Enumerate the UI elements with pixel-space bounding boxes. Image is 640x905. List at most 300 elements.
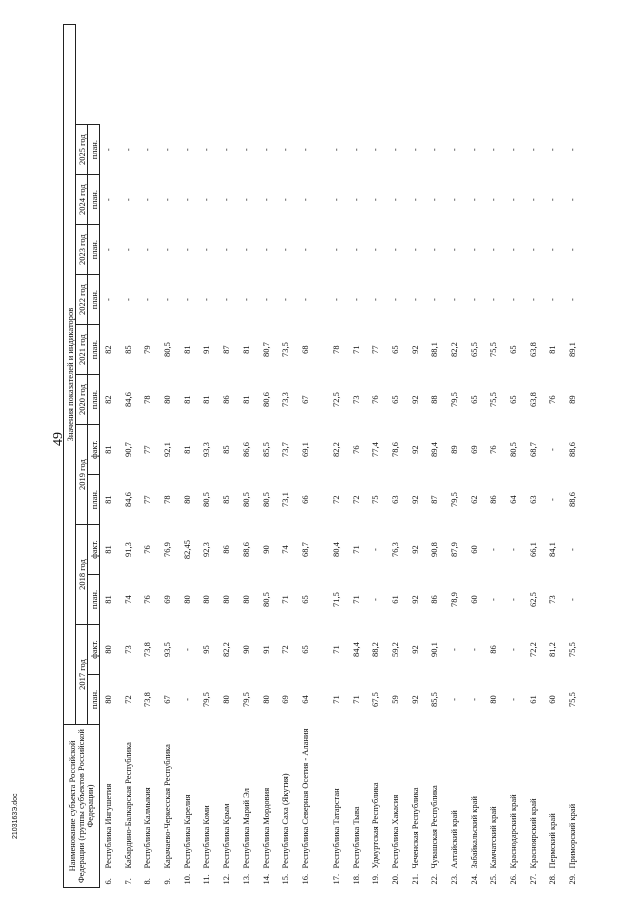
value-cell: 63,8 xyxy=(527,342,538,358)
value-cell: 64 xyxy=(299,695,310,704)
table-row xyxy=(120,25,140,888)
table-row xyxy=(238,25,258,888)
value-cell: - xyxy=(488,598,499,601)
row-number: 9. xyxy=(162,878,173,885)
table-row xyxy=(297,25,328,888)
value-cell: 84,4 xyxy=(350,642,361,657)
value-cell: 79,5 xyxy=(240,692,251,707)
header-fact: факт. xyxy=(88,625,100,675)
table-row xyxy=(466,25,486,888)
value-cell: - xyxy=(547,248,558,252)
value-cell: 69 xyxy=(280,695,291,704)
subject-name: Пермский край xyxy=(547,813,558,869)
value-cell: 71 xyxy=(350,545,361,554)
value-cell: - xyxy=(299,298,310,302)
subject-name: Алтайский край xyxy=(449,810,459,869)
subject-name: Чувашская Республика xyxy=(429,785,440,869)
value-cell: 77,4 xyxy=(370,442,381,458)
value-cell: - xyxy=(103,198,113,202)
value-cell: - xyxy=(429,148,440,152)
value-cell: 68 xyxy=(299,345,310,354)
value-cell: - xyxy=(488,298,499,302)
value-cell: 60 xyxy=(468,595,479,604)
table-row xyxy=(277,25,297,888)
value-cell: 81 xyxy=(103,545,113,554)
value-cell: 80,5 xyxy=(260,592,271,607)
value-cell: 61 xyxy=(389,595,400,604)
value-cell: 75,5 xyxy=(567,692,578,707)
value-cell: - xyxy=(488,548,499,551)
value-cell: - xyxy=(280,248,291,252)
value-cell: 82 xyxy=(103,345,113,354)
value-cell: 65 xyxy=(508,395,519,404)
value-cell: 81 xyxy=(201,395,212,404)
value-cell: - xyxy=(103,298,113,302)
value-cell: - xyxy=(389,248,400,252)
row-number: 29. xyxy=(567,873,578,885)
value-cell: - xyxy=(201,298,212,302)
value-cell: 73 xyxy=(547,595,558,604)
header-plan: план. xyxy=(88,675,100,725)
subject-name: Карачаево-Черкесская Республика xyxy=(162,744,173,869)
value-cell: - xyxy=(221,148,232,152)
value-cell: 71 xyxy=(350,345,361,354)
value-cell: 88,6 xyxy=(240,542,251,557)
value-cell: 78,6 xyxy=(389,442,400,458)
value-cell: 63 xyxy=(527,495,538,504)
table-row xyxy=(505,25,525,888)
header-year-2024: 2024 год xyxy=(76,175,88,225)
value-cell: 78 xyxy=(162,495,173,504)
header-year-2019: 2019 год xyxy=(76,425,88,525)
value-cell: 76 xyxy=(142,545,153,554)
value-cell: 76 xyxy=(488,445,499,454)
value-cell: - xyxy=(221,298,232,302)
value-cell: - xyxy=(468,148,479,152)
table-row xyxy=(544,25,564,888)
value-cell: 93,3 xyxy=(201,442,212,458)
value-cell: - xyxy=(162,248,173,252)
subject-name: Забайкальский край xyxy=(468,796,479,869)
subject-name: Кабардино-Балкарская Республика xyxy=(122,742,133,869)
header-year-2023: 2023 год xyxy=(76,225,88,275)
value-cell: 65 xyxy=(389,345,400,354)
value-cell: 95 xyxy=(201,645,212,654)
header-plan: план. xyxy=(88,325,100,375)
row-number: 13. xyxy=(240,873,251,885)
row-number: 22. xyxy=(429,873,440,885)
value-cell: 89,4 xyxy=(429,442,440,458)
value-cell: 71 xyxy=(330,695,341,704)
value-cell: - xyxy=(350,248,361,252)
subject-name: Республика Мордовия xyxy=(260,787,271,869)
value-cell: - xyxy=(350,198,361,202)
value-cell: - xyxy=(429,198,440,202)
value-cell: - xyxy=(409,298,420,302)
value-cell: 65 xyxy=(508,345,519,354)
value-cell: - xyxy=(429,298,440,302)
value-cell: 90,1 xyxy=(429,642,440,657)
value-cell: 73,3 xyxy=(280,392,291,408)
value-cell: - xyxy=(122,198,133,202)
value-cell: 92 xyxy=(409,595,420,604)
value-cell: 76,9 xyxy=(162,542,173,557)
row-number: 26. xyxy=(508,873,519,885)
value-cell: - xyxy=(508,248,519,252)
value-cell: 85 xyxy=(122,345,133,354)
value-cell: 71 xyxy=(350,595,361,604)
value-cell: - xyxy=(330,248,341,252)
row-number: 23. xyxy=(449,873,459,885)
value-cell: 77 xyxy=(142,495,153,504)
value-cell: 67 xyxy=(162,695,173,704)
value-cell: - xyxy=(201,148,212,152)
value-cell: 92,1 xyxy=(162,442,173,458)
header-plan: план. xyxy=(88,225,100,275)
value-cell: - xyxy=(508,148,519,152)
row-number: 18. xyxy=(350,873,361,885)
table-row xyxy=(328,25,348,888)
value-cell: 80,7 xyxy=(260,342,271,358)
value-cell: - xyxy=(181,298,192,302)
value-cell: - xyxy=(181,148,192,152)
value-cell: 61 xyxy=(527,695,538,704)
value-cell: - xyxy=(370,298,381,302)
value-cell: - xyxy=(221,248,232,252)
value-cell: 85 xyxy=(221,495,232,504)
value-cell: 63,8 xyxy=(527,392,538,408)
value-cell: 71 xyxy=(350,695,361,704)
value-cell: - xyxy=(122,148,133,152)
value-cell: 92,3 xyxy=(201,542,212,557)
table-row xyxy=(348,25,368,888)
table-body xyxy=(100,25,584,888)
value-cell: 82,2 xyxy=(330,442,341,458)
value-cell: 81,2 xyxy=(547,642,558,657)
header-fact: факт. xyxy=(88,525,100,575)
subject-name: Краснодарский край xyxy=(508,794,519,869)
value-cell: 86 xyxy=(488,645,499,654)
row-number: 17. xyxy=(330,873,341,885)
value-cell: 90 xyxy=(240,645,251,654)
value-cell: 75,5 xyxy=(567,642,578,657)
row-number: 10. xyxy=(181,873,192,885)
value-cell: - xyxy=(181,248,192,252)
value-cell: 87,9 xyxy=(449,542,459,557)
header-plan: план. xyxy=(88,575,100,625)
value-cell: - xyxy=(468,648,479,651)
value-cell: 80,6 xyxy=(260,392,271,408)
value-cell: 88 xyxy=(429,395,440,404)
value-cell: 81 xyxy=(181,445,192,454)
value-cell: - xyxy=(280,198,291,202)
value-cell: 81 xyxy=(103,595,113,604)
subject-name: Республика Тыва xyxy=(350,806,361,869)
value-cell: - xyxy=(567,148,578,152)
value-cell: 79 xyxy=(142,345,153,354)
value-cell: 88,6 xyxy=(567,442,578,458)
value-cell: 64 xyxy=(508,495,519,504)
row-number: 19. xyxy=(370,873,381,885)
value-cell: 79,5 xyxy=(449,492,459,507)
subject-name: Республика Татарстан xyxy=(330,788,341,869)
value-cell: 92 xyxy=(409,395,420,404)
header-plan: план. xyxy=(88,125,100,175)
value-cell: - xyxy=(409,248,420,252)
value-cell: 71 xyxy=(280,595,291,604)
row-number: 6. xyxy=(103,878,113,885)
value-cell: - xyxy=(429,248,440,252)
value-cell: - xyxy=(330,148,341,152)
value-cell: 72,5 xyxy=(330,392,341,408)
value-cell: 80 xyxy=(260,695,271,704)
value-cell: - xyxy=(547,448,558,451)
value-cell: - xyxy=(299,148,310,152)
value-cell: 76 xyxy=(370,395,381,404)
value-cell: 75,5 xyxy=(488,342,499,358)
header-year-2025: 2025 год xyxy=(76,125,88,175)
value-cell: - xyxy=(260,298,271,302)
value-cell: 86 xyxy=(221,545,232,554)
value-cell: - xyxy=(389,298,400,302)
value-cell: - xyxy=(240,298,251,302)
value-cell: - xyxy=(330,298,341,302)
value-cell: 65 xyxy=(468,395,479,404)
value-cell: 92 xyxy=(409,345,420,354)
value-cell: - xyxy=(103,248,113,252)
header-year-2022: 2022 год xyxy=(76,275,88,325)
value-cell: - xyxy=(370,148,381,152)
value-cell: 91,3 xyxy=(122,542,133,557)
value-cell: - xyxy=(508,598,519,601)
value-cell: - xyxy=(122,248,133,252)
value-cell: 92 xyxy=(409,645,420,654)
header-plan: план. xyxy=(88,375,100,425)
row-number: 15. xyxy=(280,873,291,885)
document-filename: 2103163Э.doc xyxy=(12,793,19,839)
value-cell: - xyxy=(142,148,153,152)
header-values: Значения показателей и индикаторов xyxy=(64,25,76,725)
value-cell: 88,2 xyxy=(370,642,381,657)
value-cell: 76,3 xyxy=(389,542,400,557)
value-cell: 87 xyxy=(429,495,440,504)
value-cell: 71 xyxy=(330,645,341,654)
value-cell: - xyxy=(181,198,192,202)
value-cell: 92 xyxy=(409,445,420,454)
value-cell: 81 xyxy=(240,395,251,404)
value-cell: 84,6 xyxy=(122,392,133,408)
value-cell: - xyxy=(468,248,479,252)
value-cell: 80 xyxy=(162,395,173,404)
value-cell: - xyxy=(103,148,113,152)
value-cell: 80,5 xyxy=(201,492,212,507)
value-cell: 82,45 xyxy=(181,539,192,560)
value-cell: - xyxy=(221,198,232,202)
value-cell: 85 xyxy=(221,445,232,454)
value-cell: - xyxy=(409,198,420,202)
value-cell: 66 xyxy=(299,495,310,504)
value-cell: 80 xyxy=(103,645,113,654)
row-number: 28. xyxy=(547,873,558,885)
value-cell: 86 xyxy=(488,495,499,504)
value-cell: 75 xyxy=(370,495,381,504)
value-cell: 74 xyxy=(122,595,133,604)
value-cell: - xyxy=(527,248,538,252)
value-cell: - xyxy=(370,198,381,202)
value-cell: - xyxy=(122,298,133,302)
value-cell: - xyxy=(240,248,251,252)
value-cell: 65 xyxy=(299,595,310,604)
value-cell: 81 xyxy=(103,445,113,454)
value-cell: 79,5 xyxy=(449,392,459,408)
value-cell: 68,7 xyxy=(299,542,310,557)
header-year-2017: 2017 год xyxy=(76,625,88,725)
value-cell: - xyxy=(389,148,400,152)
header-plan: план. xyxy=(88,275,100,325)
value-cell: - xyxy=(567,198,578,202)
value-cell: - xyxy=(508,198,519,202)
header-subject-name: Наименование субъекта Российской Федерации (группы субъектов Российской Федерации) xyxy=(64,724,100,887)
page-number: 49 xyxy=(51,432,66,446)
value-cell: 84,1 xyxy=(547,542,558,557)
value-cell: 72 xyxy=(330,495,341,504)
value-cell: - xyxy=(527,298,538,302)
subject-name: Республика Коми xyxy=(201,805,212,869)
subject-name: Республика Крым xyxy=(221,803,232,869)
subject-name: Приморский край xyxy=(567,803,578,869)
value-cell: 59,2 xyxy=(389,642,400,657)
value-cell: 80 xyxy=(201,595,212,604)
value-cell: 80 xyxy=(240,595,251,604)
value-cell: - xyxy=(468,298,479,302)
value-cell: - xyxy=(142,198,153,202)
value-cell: - xyxy=(350,148,361,152)
value-cell: 80 xyxy=(488,695,499,704)
value-cell: - xyxy=(567,298,578,302)
value-cell: - xyxy=(547,298,558,302)
value-cell: 80 xyxy=(181,595,192,604)
value-cell: 88,6 xyxy=(567,492,578,507)
table-row xyxy=(426,25,446,888)
table-row xyxy=(198,25,218,888)
value-cell: 72 xyxy=(280,645,291,654)
value-cell: - xyxy=(299,198,310,202)
subject-name: Красноярский край xyxy=(527,798,538,869)
value-cell: 72 xyxy=(350,495,361,504)
value-cell: 92 xyxy=(409,495,420,504)
table-row xyxy=(564,25,584,888)
table-row xyxy=(485,25,505,888)
value-cell: - xyxy=(162,148,173,152)
value-cell: 89 xyxy=(449,445,459,454)
value-cell: - xyxy=(370,248,381,252)
value-cell: 80 xyxy=(103,695,113,704)
indicators-table xyxy=(63,24,584,888)
value-cell: 78 xyxy=(142,395,153,404)
value-cell: - xyxy=(449,698,459,701)
value-cell: 68,7 xyxy=(527,442,538,458)
value-cell: 71,5 xyxy=(330,592,341,607)
table-row xyxy=(100,25,120,888)
table-header xyxy=(64,25,100,888)
value-cell: 92 xyxy=(409,695,420,704)
table-row xyxy=(258,25,278,888)
subject-name: Республика Хакасия xyxy=(389,794,400,869)
subject-name: Республика Ингушетия xyxy=(103,783,113,869)
value-cell: - xyxy=(162,298,173,302)
subject-name: Республика Калмыкия xyxy=(142,787,153,869)
value-cell: - xyxy=(260,148,271,152)
value-cell: 65,5 xyxy=(468,342,479,358)
value-cell: 69,1 xyxy=(299,442,310,458)
value-cell: - xyxy=(567,548,578,551)
value-cell: - xyxy=(488,248,499,252)
value-cell: 67,5 xyxy=(370,692,381,707)
subject-name: Республика Карелия xyxy=(181,794,192,869)
value-cell: 78 xyxy=(330,345,341,354)
value-cell: 86 xyxy=(429,595,440,604)
value-cell: - xyxy=(488,198,499,202)
value-cell: - xyxy=(370,598,381,601)
value-cell: 81 xyxy=(181,395,192,404)
row-number: 25. xyxy=(488,873,499,885)
subject-name: Камчатский край xyxy=(488,806,499,869)
value-cell: 77 xyxy=(370,345,381,354)
value-cell: 74 xyxy=(280,545,291,554)
value-cell: 76 xyxy=(142,595,153,604)
value-cell: 80 xyxy=(181,495,192,504)
value-cell: - xyxy=(449,248,459,252)
table-row xyxy=(139,25,159,888)
rotated-table-page xyxy=(63,24,611,888)
value-cell: 82,2 xyxy=(221,642,232,657)
value-cell: 81 xyxy=(103,495,113,504)
table-row xyxy=(525,25,545,888)
value-cell: - xyxy=(449,298,459,302)
value-cell: 85,5 xyxy=(429,692,440,707)
value-cell: 84,6 xyxy=(122,492,133,507)
value-cell: 73 xyxy=(122,645,133,654)
value-cell: 80 xyxy=(221,695,232,704)
value-cell: 69 xyxy=(162,595,173,604)
row-number: 20. xyxy=(389,873,400,885)
value-cell: 80,4 xyxy=(330,542,341,557)
value-cell: - xyxy=(260,198,271,202)
value-cell: 81 xyxy=(547,345,558,354)
value-cell: - xyxy=(370,548,381,551)
subject-name: Чеченская Республика xyxy=(409,787,420,869)
value-cell: 89 xyxy=(567,395,578,404)
value-cell: 80 xyxy=(221,595,232,604)
value-cell: - xyxy=(201,248,212,252)
value-cell: 73 xyxy=(350,395,361,404)
value-cell: 73,7 xyxy=(280,442,291,458)
header-year-2021: 2021 год xyxy=(76,325,88,375)
value-cell: 81 xyxy=(181,345,192,354)
value-cell: 79,5 xyxy=(201,692,212,707)
value-cell: - xyxy=(142,298,153,302)
value-cell: 72,2 xyxy=(527,642,538,657)
table-row xyxy=(367,25,387,888)
value-cell: - xyxy=(280,148,291,152)
subject-name: Республика Северная Осетия - Алания xyxy=(299,728,310,869)
subject-name: Республика Марий Эл xyxy=(240,788,251,869)
value-cell: 65 xyxy=(299,645,310,654)
row-number: 11. xyxy=(201,874,212,885)
header-plan: план. xyxy=(88,475,100,525)
table-row xyxy=(407,25,427,888)
value-cell: - xyxy=(389,198,400,202)
